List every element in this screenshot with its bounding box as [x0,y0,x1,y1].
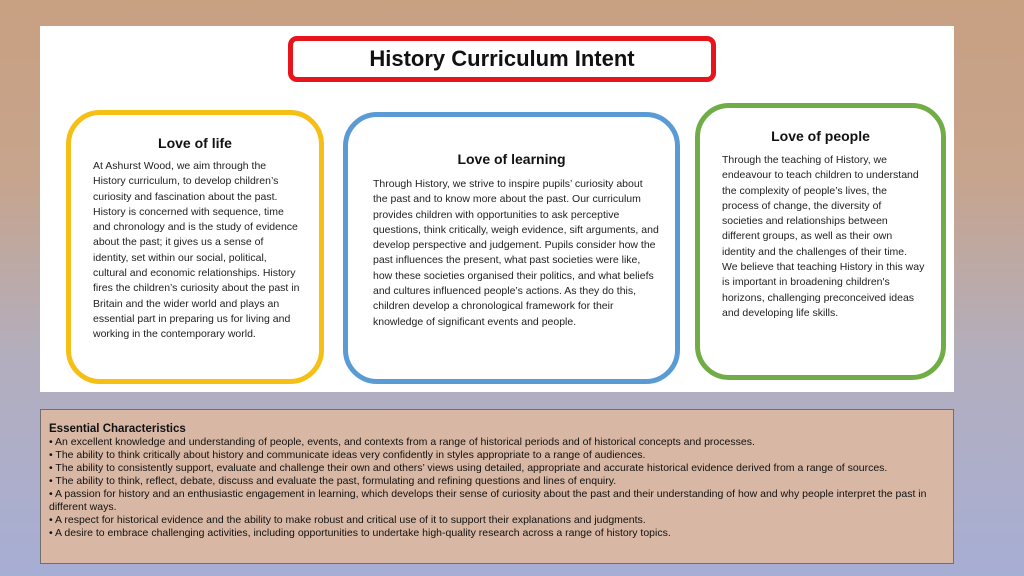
list-item: • A desire to embrace challenging activities, including opportunities to undertake high-quality research across a range of history topics. [49,527,671,539]
card-heading-love-of-life: Love of life [158,135,232,151]
list-item: • The ability to think critically about history and communicate ideas very confidently in styles appropriate to a range of audiences. [49,449,646,461]
essential-characteristics-box [40,409,954,564]
list-item: • The ability to consistently support, evaluate and challenge their own and others’ views using detailed, appropriate and accurate historical evidence derived from a range of sources. [49,462,888,474]
list-item: • An excellent knowledge and understanding of people, events, and contexts from a range of historical periods and of historical concepts and processes. [49,436,755,448]
page-title: History Curriculum Intent [288,36,716,82]
card-love-of-people [695,103,946,380]
card-text-love-of-people: Through the teaching of History, we endeavour to teach children to understand the complexity of people’s lives, the process of change, the diversity of societies and relationships between different groups, as well as their own identity and the challenges of their time. We believe that teaching History in this way is important in broadening children's horizons, challenging preconceived ideas and developing life skills. [722,154,925,319]
card-text-love-of-life: At Ashurst Wood, we aim through the History curriculum, to develop children’s curiosity and fascination about the past. History is concerned with sequence, time and chronology and is the study of evidence about the past; it gives us a sense of identity, set within our social, political, cultural and economic relationships. History fires the children’s curiosity about the past in Britain and the wider world and plays an essential part in preparing us for living and working in the contemporary world. [93,160,300,341]
card-love-of-life [66,110,324,384]
card-text-love-of-learning: Through History, we strive to inspire pupils’ curiosity about the past and to know more about the past. Our curriculum provides children with opportunities to ask perceptive questions, think critically, weigh evidence, sift arguments, and develop perspective and judgement. Pupils consider how the past influences the present, what past societies were like, how these societies organised their politics, and what beliefs and cultures influenced people’s actions. As they do this, children develop a chronological framework for their knowledge of significant events and people. [373,178,659,328]
essential-list [49,436,945,540]
essential-heading: Essential Characteristics [49,423,186,435]
card-heading-love-of-people: Love of people [771,128,870,144]
card-love-of-learning [343,112,680,384]
list-item: • The ability to think, reflect, debate, discuss and evaluate the past, formulating and refining questions and lines of enquiry. [49,475,617,487]
list-item: • A passion for history and an enthusiastic engagement in learning, which develops their sense of curiosity about the past and their understanding of how and why people interpret the past in different ways. [49,488,927,513]
card-heading-love-of-learning: Love of learning [457,151,566,167]
slide-panel [40,26,954,392]
list-item: • A respect for historical evidence and the ability to make robust and critical use of it to support their explanations and judgments. [49,514,646,526]
